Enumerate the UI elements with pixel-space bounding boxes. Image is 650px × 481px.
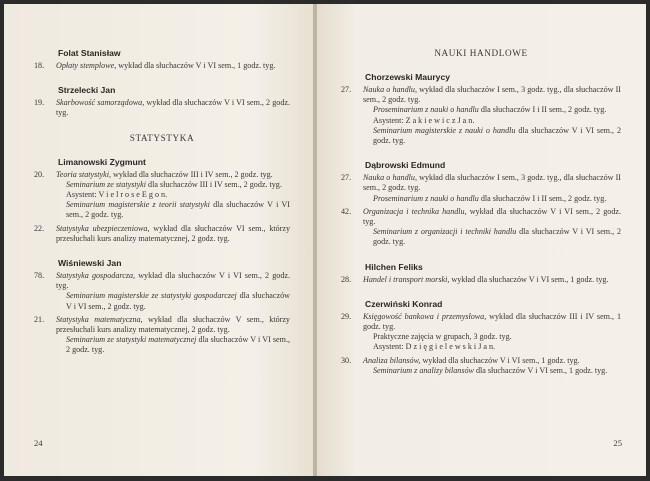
course-line [56, 315, 290, 335]
left-page-content [34, 48, 290, 359]
course-title: Księgowość bankowa i przemysłowa, [363, 311, 487, 321]
course-details: wykład dla słuchaczów V i VI sem., 2 godz. tyg. [56, 98, 290, 118]
course-line [56, 224, 290, 244]
lecturer-name: Czerwiński Konrad [365, 298, 443, 309]
course-entry [34, 224, 290, 244]
course-number: 21. [34, 314, 45, 324]
course-title: Statystyka ubezpieczeniowa, [56, 223, 150, 233]
spacer [341, 288, 621, 299]
course-title: Analiza bilansów, [363, 355, 421, 365]
course-line [66, 180, 290, 190]
lecturer-name: Limanowski Zygmunt [58, 156, 146, 167]
spacer [34, 74, 290, 85]
course-line [373, 342, 621, 352]
course-title: Seminarium magisterskie z nauki o handlu [373, 125, 516, 135]
course-details: wykład dla słuchaczów III i IV sem., 2 godz. tyg. [111, 169, 273, 179]
course-details: dla słuchaczów I i II sem., 2 godz. tyg. [478, 105, 607, 115]
course-details: dla słuchaczów V i VI sem., 1 godz. tyg. [473, 365, 608, 375]
course-line [363, 312, 621, 332]
course-title: Seminarium z organizacji i techniki handlu [373, 227, 517, 237]
section-title: STATYSTYKA [129, 132, 195, 143]
course-title: Statystyka gospodarcza, [56, 271, 136, 281]
course-line [373, 105, 621, 115]
lecturer-name: Hilchen Feliks [365, 261, 423, 272]
spacer [34, 247, 290, 258]
course-details: wykład dla słuchaczów V i VI sem., 1 godz. tyg. [116, 61, 276, 70]
course-number: 42. [341, 206, 352, 216]
course-number: 27. [341, 173, 352, 183]
course-description [363, 173, 621, 204]
course-title: Seminarium z analizy bilansów [373, 365, 474, 375]
course-line [373, 332, 621, 342]
course-description [56, 271, 290, 312]
course-number: 20. [34, 169, 45, 179]
course-line [56, 61, 290, 71]
course-entry [34, 271, 290, 312]
course-details: dla słuchaczów V i VI sem., 2 godz. tyg. [66, 291, 290, 311]
course-details: wykład dla słuchaczów V i VI sem., 2 godz. tyg. [56, 271, 290, 291]
course-details: Praktyczne zajęcia w grupach, 3 godz. tyg. [373, 332, 512, 342]
course-line [56, 98, 290, 118]
course-details: wykład dla słuchaczów V sem., którzy przesłuchali kurs analizy matematycznej, 2 godz. tyg. [56, 314, 290, 335]
section-title: NAUKI HANDLOWE [434, 48, 528, 58]
lecturer-name: Strzelecki Jan [58, 85, 116, 96]
lecturer-name: Chorzewski Maurycy [365, 72, 451, 82]
course-number: 28. [341, 274, 352, 284]
course-details: dla słuchaczów III i IV sem., 2 godz. tyg. [146, 179, 282, 189]
course-details: Asystent: Z a k i e w i c z J a n. [373, 115, 475, 125]
course-number: 78. [34, 271, 45, 281]
course-line [373, 194, 621, 204]
course-title: Seminarium ze statystyki [66, 179, 147, 189]
course-description [363, 312, 621, 353]
course-entry [34, 170, 290, 221]
lecturer-name: Folat Stanisław [58, 48, 121, 58]
course-number: 29. [341, 311, 352, 321]
course-entry [34, 98, 290, 118]
course-description [363, 85, 621, 146]
course-details: dla słuchaczów V i VI sem., 2 godz. tyg. [66, 200, 290, 220]
course-line [363, 173, 621, 193]
course-number: 30. [341, 355, 352, 365]
spacer [341, 251, 621, 262]
course-details: wykład dla słuchaczów V i VI sem., 2 godz. tyg. [363, 206, 621, 227]
lecturer-name: Wiśniewski Jan [58, 258, 122, 269]
course-line [373, 116, 621, 126]
course-description [363, 356, 621, 376]
course-entry [34, 315, 290, 356]
course-details: wykład dla słuchaczów V i VI sem., 1 godz. tyg. [449, 274, 609, 284]
course-entry [341, 207, 621, 248]
course-details: wykład dla słuchaczów I sem., 3 godz. tyg., dla słuchaczów II sem., 2 godz. tyg. [363, 85, 621, 105]
course-details: Asystent: D z i ę g i e l e w s k i J a n. [373, 342, 496, 352]
course-line [373, 366, 621, 376]
course-entry [341, 275, 621, 285]
course-line [363, 85, 621, 105]
course-description [363, 275, 621, 285]
course-title: Seminarium magisterskie ze statystyki gospodarczej [66, 291, 237, 301]
course-title: Proseminarium z nauki o handlu [373, 193, 479, 203]
right-page-content [341, 48, 621, 379]
course-line [363, 356, 621, 366]
course-line [373, 126, 621, 146]
course-title: Seminarium magisterskie z teorii statystyki [66, 200, 210, 210]
course-details: wykład dla słuchaczów V i VI sem., 1 godz. tyg. [420, 355, 580, 365]
course-description [56, 224, 290, 244]
course-line [56, 271, 290, 291]
course-title: Nauka o handlu, [363, 173, 417, 183]
course-entry [341, 356, 621, 376]
course-number: 18. [34, 61, 45, 70]
lecturer-name: Dąbrowski Edmund [365, 160, 446, 171]
course-entry [341, 173, 621, 204]
course-entry [341, 312, 621, 353]
course-title: Organizacja i technika handlu, [363, 206, 467, 216]
course-number: 22. [34, 223, 45, 233]
course-details: dla słuchaczów V i VI sem., 2 godz. tyg. [373, 227, 621, 247]
course-line [56, 170, 290, 180]
course-details: dla słuchaczów I i II sem., 2 godz. tyg. [478, 193, 607, 203]
course-line [373, 227, 621, 247]
course-number: 27. [341, 85, 352, 94]
course-title: Opłaty stemplowe, [56, 61, 117, 70]
course-details: wykład dla słuchaczów III i IV sem., 1 godz. tyg. [363, 311, 621, 332]
course-description [56, 170, 290, 221]
left-page [4, 4, 313, 476]
course-details: dla słuchaczów V i VI sem., 2 godz. tyg. [373, 125, 621, 146]
course-title: Proseminarium z nauki o handlu [373, 105, 479, 115]
course-details: wykład dla słuchaczów I sem., 3 godz. tyg., dla słuchaczów II sem., 2 godz. tyg. [363, 173, 621, 193]
spacer [341, 149, 621, 160]
course-details: wykład dla słuchaczów VI sem., którzy przesłuchali kurs analizy matematycznej, 2 godz. tyg. [56, 223, 290, 243]
course-line [66, 200, 290, 220]
course-entry [341, 85, 621, 146]
course-description [56, 98, 290, 118]
course-number: 19. [34, 98, 45, 108]
course-description [363, 207, 621, 248]
course-line [66, 190, 290, 200]
course-title: Statystyka matematyczna, [56, 314, 143, 324]
page-number-left: 24 [34, 438, 43, 448]
page-number-right: 25 [613, 438, 622, 448]
course-line [66, 291, 290, 311]
course-title: Seminarium ze statystyki matematycznej [66, 335, 197, 345]
course-line [363, 275, 621, 285]
course-description [56, 61, 290, 71]
course-description [56, 315, 290, 356]
course-details: dla słuchaczów V i VI sem., 2 godz. tyg. [66, 335, 290, 355]
course-title: Nauka o handlu, [363, 85, 417, 94]
course-title: Handel i transport morski, [363, 274, 450, 284]
course-line [66, 335, 290, 355]
course-title: Skarbowość samorządowa, [56, 98, 145, 108]
course-title: Teoria statystyki, [56, 169, 112, 179]
course-line [363, 207, 621, 227]
right-page [317, 4, 646, 476]
course-entry [34, 61, 290, 71]
course-details: Asystent: V i e l r o s e E g o n. [66, 190, 168, 200]
